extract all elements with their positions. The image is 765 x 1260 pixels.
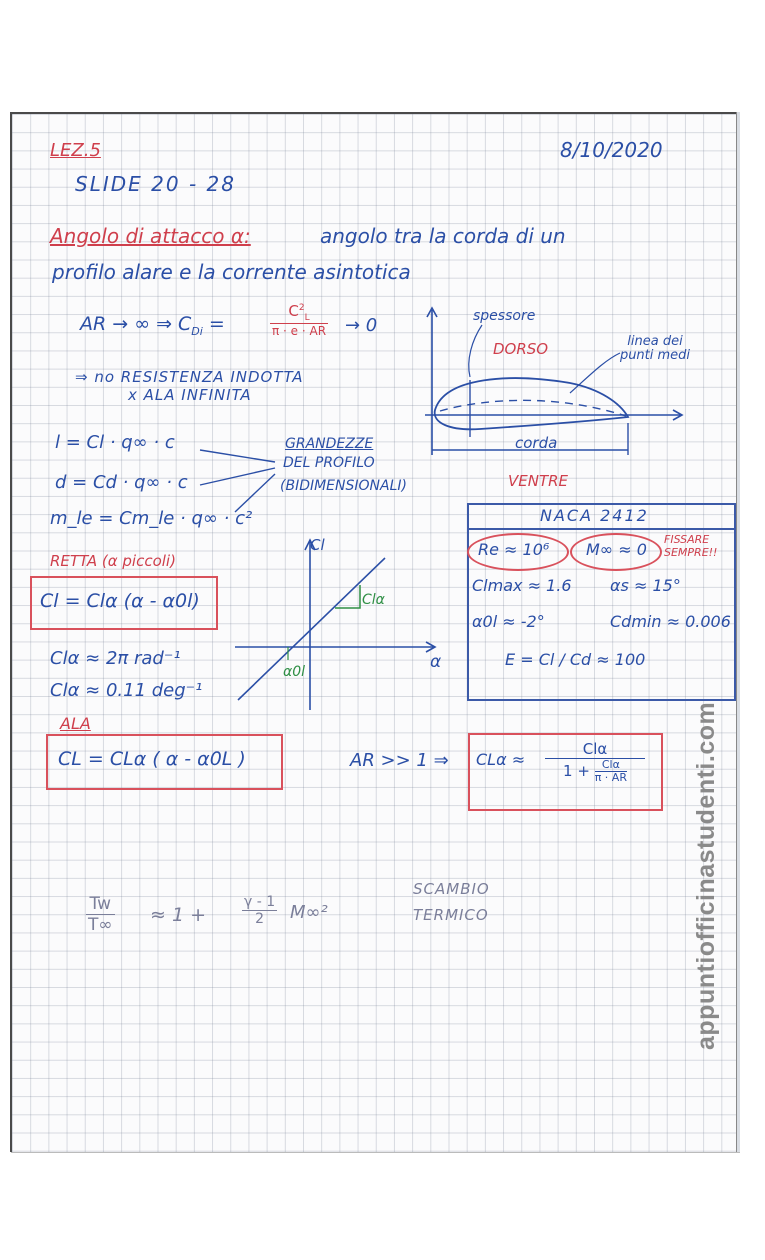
- label-upper-surface: DORSO: [493, 340, 549, 358]
- label-thickness: spessore: [473, 308, 536, 324]
- induced-drag-note-1: ⇒ no RESISTENZA INDOTTA: [75, 368, 304, 386]
- temperature-rhs: ≈ 1 +: [150, 904, 207, 926]
- wing-formula: CL = CLα ( α - α0L ): [58, 748, 246, 770]
- temperature-ratio: $\frac{Tw}{T\infty}$: [88, 894, 113, 935]
- induced-drag-lhs: AR → ∞ ⇒ $C_{Di}$ =: [80, 313, 225, 338]
- lecture-label: LEZ.5: [50, 140, 101, 161]
- naca-cdmin: Cdmin ≈ 0.006: [610, 612, 731, 631]
- thermal-note-1: SCAMBIO: [413, 880, 490, 898]
- lift-line-formula: Cl = Clα (α - α0l): [40, 590, 200, 612]
- lift-curve-graph: [230, 530, 445, 715]
- label-chord: corda: [515, 434, 558, 452]
- definition-term: Angolo di attacco α:: [50, 224, 251, 248]
- wing-slope-fraction: Clα 1 + Clα π · AR: [545, 740, 645, 784]
- label-lower-surface: VENTRE: [508, 472, 569, 490]
- wing-slope-lhs: CLα ≈: [476, 750, 526, 769]
- induced-drag-note-2: x ALA INFINITA: [128, 386, 252, 404]
- drag-per-span-eq: d = Cd · q∞ · c: [55, 472, 188, 493]
- graph-slope-label: Clα: [362, 592, 385, 608]
- wing-title: ALA: [60, 714, 91, 733]
- date: 8/10/2020: [560, 138, 663, 162]
- naca-reynolds: Re ≈ 10⁶: [478, 540, 550, 559]
- definition-text-2: profilo alare e la corrente asintotica: [52, 260, 411, 284]
- aspect-ratio-condition: AR >> 1 ⇒: [350, 750, 449, 771]
- lift-per-span-eq: l = Cl · q∞ · c: [55, 432, 175, 453]
- mach-squared: M∞²: [290, 902, 328, 923]
- lift-slope-rad: Clα ≈ 2π rad⁻¹: [50, 648, 181, 669]
- watermark: appuntiofficinastudenti.com: [692, 701, 720, 1050]
- moment-per-span-eq: m_le = Cm_le · q∞ · c²: [50, 508, 253, 529]
- lift-line-title: RETTA (α piccoli): [50, 552, 176, 570]
- airfoil-diagram: [420, 305, 690, 455]
- grouping-line-3: (BIDIMENSIONALI): [280, 478, 407, 494]
- naca-mach: M∞ ≈ 0: [586, 540, 647, 559]
- naca-fix-note: FISSARE SEMPRE!!: [664, 533, 718, 559]
- definition-text-1: angolo tra la corda di un: [320, 224, 566, 248]
- naca-title: NACA 2412: [540, 506, 649, 525]
- induced-drag-fraction: $C^2_L$ π · e · AR: [272, 302, 327, 338]
- graph-y-label: Cl: [310, 536, 325, 554]
- gamma-fraction: $\frac{\gamma - 1}{2}$: [244, 894, 276, 927]
- lift-slope-deg: Clα ≈ 0.11 deg⁻¹: [50, 680, 203, 701]
- grouping-arrows: [200, 440, 280, 520]
- induced-drag-limit: → 0: [345, 315, 378, 336]
- page-edge: [736, 112, 740, 1152]
- naca-title-divider: [467, 528, 734, 530]
- grouping-line-2: DEL PROFILO: [283, 455, 375, 471]
- naca-efficiency: E = Cl / Cd ≈ 100: [505, 650, 646, 669]
- naca-alpha-stall: αs ≈ 15°: [610, 576, 681, 595]
- graph-x-label: α: [430, 652, 442, 672]
- label-camber-line: linea dei punti medi: [619, 334, 691, 363]
- graph-zero-lift-label: α0l: [283, 664, 306, 680]
- slides-range: SLIDE 20 - 28: [75, 172, 236, 196]
- thermal-note-2: TERMICO: [413, 906, 489, 924]
- grouping-title: GRANDEZZE: [285, 436, 374, 452]
- naca-clmax: Clmax ≈ 1.6: [472, 576, 572, 595]
- naca-alpha-zero-lift: α0l ≈ -2°: [472, 612, 545, 631]
